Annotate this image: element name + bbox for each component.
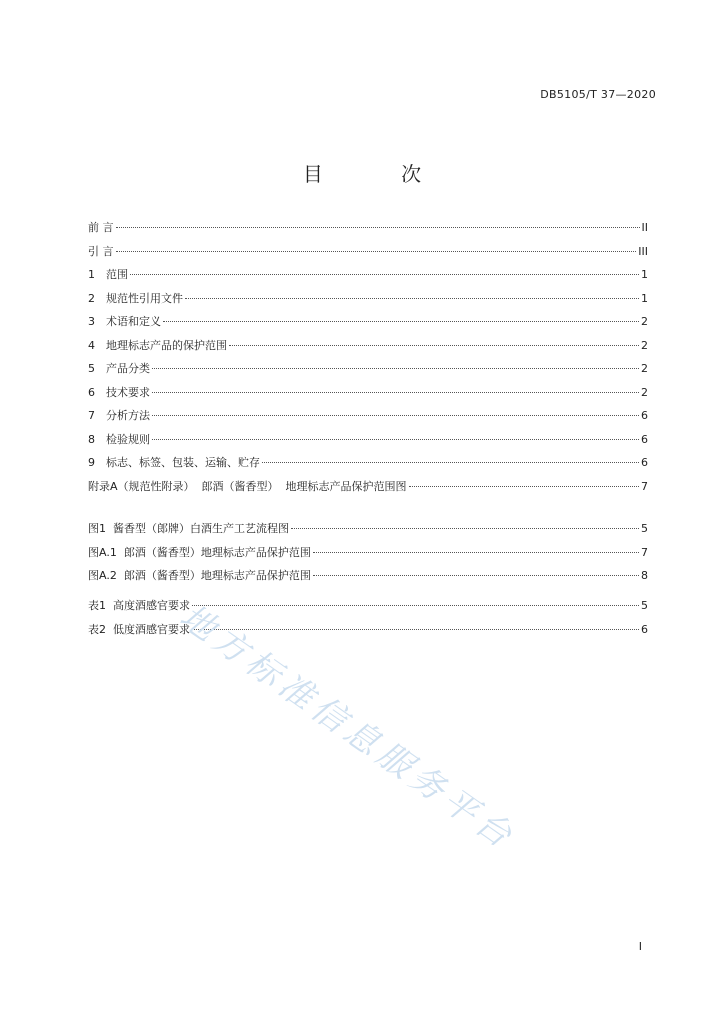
dot-leader: [192, 629, 639, 630]
toc-entry-label: 地理标志产品的保护范围: [106, 338, 227, 352]
dot-leader: [163, 321, 639, 322]
toc-entry-number: 2: [88, 291, 95, 305]
toc-entry-page: 2: [641, 338, 648, 352]
figure-list: [88, 517, 648, 588]
toc-entry-number: 3: [88, 315, 95, 328]
watermark: 地方标准信息服务平台: [172, 596, 524, 859]
toc-entry-number: 8: [88, 432, 95, 446]
dot-leader: [152, 368, 639, 369]
dot-leader: [152, 439, 639, 440]
dot-leader: [185, 298, 639, 299]
page-title: 目 次: [302, 162, 458, 186]
toc-entry-page: 2: [641, 315, 648, 328]
toc-entry[interactable]: [88, 594, 648, 618]
page-number: I: [638, 940, 642, 953]
toc-entry-label: 分析方法: [106, 409, 150, 422]
toc-entry[interactable]: [88, 263, 648, 287]
toc-entry[interactable]: [88, 428, 648, 452]
dot-leader: [116, 251, 637, 252]
toc-entry[interactable]: [88, 564, 648, 588]
toc-entry-label: 图1 酱香型（郎牌）白酒生产工艺流程图: [88, 522, 289, 535]
toc-entry-number: 5: [88, 362, 95, 375]
toc-entry-page: 2: [641, 385, 648, 399]
toc-entry-number: 7: [88, 409, 95, 422]
toc-entry[interactable]: [88, 240, 648, 264]
toc-entry-label: 范围: [106, 268, 128, 281]
dot-leader: [192, 605, 639, 606]
toc-entry-label: 图A.1 郎酒（酱香型）地理标志产品保护范围: [88, 545, 311, 559]
toc-entry-label: 前 言: [88, 221, 114, 234]
toc-entry[interactable]: [88, 287, 648, 311]
toc-entry[interactable]: [88, 381, 648, 405]
toc-entry-label: 检验规则: [106, 432, 150, 446]
toc-entry[interactable]: [88, 451, 648, 475]
toc-entry-label: 标志、标签、包装、运输、贮存: [106, 456, 260, 469]
toc-entry-page: 1: [641, 268, 648, 281]
toc-entry[interactable]: [88, 216, 648, 240]
toc-entry-page: 6: [641, 456, 648, 469]
dot-leader: [262, 462, 639, 463]
dot-leader: [152, 392, 639, 393]
toc-entry-page: 7: [641, 545, 648, 559]
document-code: DB5105/T 37—2020: [540, 88, 656, 101]
toc-entry-page: 6: [641, 622, 648, 636]
toc-entry[interactable]: [88, 310, 648, 334]
toc-entry-label: 附录A（规范性附录） 郎酒（酱香型） 地理标志产品保护范围图: [88, 479, 407, 493]
toc-entry-label: 表1 高度酒感官要求: [88, 599, 190, 612]
toc-entry-page: III: [638, 244, 648, 258]
toc-entry-page: 1: [641, 291, 648, 305]
toc-entry[interactable]: [88, 334, 648, 358]
dot-leader: [313, 575, 639, 576]
toc-entry-page: 6: [641, 432, 648, 446]
toc-entry-page: 5: [641, 599, 648, 612]
toc-entry-number: 6: [88, 385, 95, 399]
dot-leader: [229, 345, 639, 346]
toc-entry-page: 7: [641, 479, 648, 493]
toc-entry-label: 引 言: [88, 244, 114, 258]
dot-leader: [152, 415, 639, 416]
toc-entry-number: 9: [88, 456, 95, 469]
dot-leader: [130, 274, 639, 275]
dot-leader: [116, 227, 640, 228]
toc-entry-page: 6: [641, 409, 648, 422]
toc-entry[interactable]: [88, 475, 648, 499]
toc-entry-label: 术语和定义: [106, 315, 161, 328]
toc-entry[interactable]: [88, 541, 648, 565]
toc-entry-label: 产品分类: [106, 362, 150, 375]
toc-entry-label: 规范性引用文件: [106, 291, 183, 305]
dot-leader: [409, 486, 639, 487]
table-list: [88, 594, 648, 641]
toc-entry[interactable]: [88, 404, 648, 428]
toc-entry-page: 2: [641, 362, 648, 375]
toc-entry-number: 4: [88, 338, 95, 352]
toc-entry-number: 1: [88, 268, 95, 281]
toc-entry-page: 5: [641, 522, 648, 535]
toc-entry[interactable]: [88, 357, 648, 381]
toc-entry-label: 表2 低度酒感官要求: [88, 622, 190, 636]
toc-list: [88, 216, 648, 498]
toc-entry-label: 技术要求: [106, 385, 150, 399]
dot-leader: [313, 552, 639, 553]
toc-entry-page: 8: [641, 569, 648, 582]
dot-leader: [291, 528, 639, 529]
toc-entry-page: II: [641, 221, 648, 234]
toc-entry-label: 图A.2 郎酒（酱香型）地理标志产品保护范围: [88, 569, 311, 582]
toc-entry[interactable]: [88, 517, 648, 541]
